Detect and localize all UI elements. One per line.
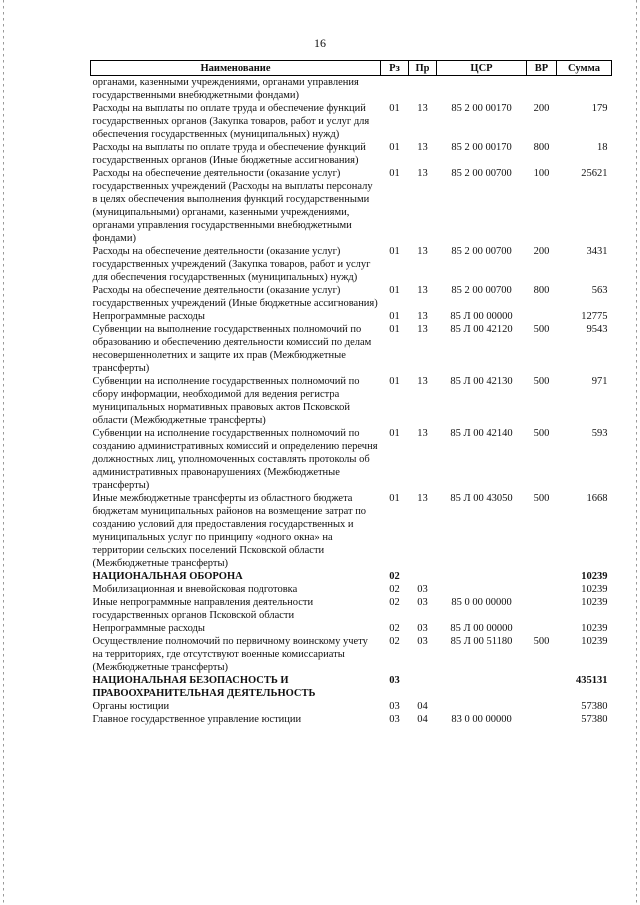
cell-pr: 13 [417, 493, 428, 504]
table-row [91, 674, 612, 700]
table-row [91, 635, 612, 674]
cell-csr: 83 0 00 00000 [451, 714, 512, 725]
cell-csr: 85 2 00 00170 [451, 142, 512, 153]
table-row [91, 310, 612, 323]
cell-sum: 593 [591, 428, 608, 439]
table-row [91, 102, 612, 141]
cell-vr: 500 [533, 324, 550, 335]
table-row [91, 492, 612, 570]
table-row [91, 622, 612, 635]
cell-vr [527, 713, 557, 726]
cell-sum: 1668 [586, 493, 608, 504]
cell-vr [527, 622, 557, 635]
cell-vr [527, 596, 557, 622]
cell-pr: 13 [417, 324, 428, 335]
cell-name: Непрограммные расходы [92, 623, 205, 634]
header-name: Наименование [91, 61, 381, 76]
cell-sum: 10239 [581, 636, 608, 647]
cell-sum: 3431 [586, 246, 608, 257]
cell-name: Субвенции на исполнение государственных полномочий по созданию административных комиссий и определению перечня должностных лиц, уполномоченных составлять протоколы об административных правонарушениях (Межбюджетные трансферты) [92, 428, 378, 491]
cell-pr [409, 570, 437, 583]
cell-rz: 02 [389, 636, 400, 647]
cell-csr: 85 0 00 00000 [451, 597, 512, 608]
cell-rz: 01 [389, 324, 400, 335]
cell-sum: 10239 [581, 584, 608, 595]
left-margin-dots [3, 0, 4, 905]
cell-rz: 02 [389, 623, 400, 634]
table-row [91, 284, 612, 310]
cell-rz: 02 [389, 584, 400, 595]
cell-vr [527, 570, 557, 583]
header-csr: ЦСР [437, 61, 527, 76]
header-rz: Рз [381, 61, 409, 76]
cell-pr: 13 [417, 311, 428, 322]
table-row [91, 700, 612, 713]
cell-sum: 10239 [581, 597, 608, 608]
cell-pr [409, 674, 437, 700]
cell-vr: 100 [533, 168, 550, 179]
cell-rz: 01 [389, 428, 400, 439]
cell-csr [437, 76, 527, 103]
cell-csr: 85 Л 00 43050 [450, 493, 513, 504]
cell-sum: 563 [591, 285, 608, 296]
cell-pr: 13 [417, 376, 428, 387]
cell-rz: 02 [389, 597, 400, 608]
cell-pr: 13 [417, 103, 428, 114]
cell-sum [557, 76, 612, 103]
cell-rz: 01 [389, 376, 400, 387]
cell-sum: 435131 [576, 675, 608, 686]
cell-csr [437, 583, 527, 596]
cell-name: Расходы на обеспечение деятельности (оказание услуг) государственных учреждений (Иные бюджетные ассигнования) [92, 285, 378, 309]
table-row [91, 596, 612, 622]
cell-csr: 85 2 00 00700 [451, 168, 512, 179]
cell-csr [437, 700, 527, 713]
cell-sum: 10239 [581, 623, 608, 634]
cell-name: Субвенции на исполнение государственных полномочий по сбору информации, необходимой для ведения регистра муниципальных нормативных правовых актов Псковской области (Межбюджетные трансферты) [92, 376, 360, 426]
cell-pr: 13 [417, 285, 428, 296]
cell-rz: 01 [389, 285, 400, 296]
table-row [91, 427, 612, 492]
table-row [91, 375, 612, 427]
cell-rz: 03 [389, 675, 400, 686]
cell-name: Мобилизационная и вневойсковая подготовка [92, 584, 298, 595]
header-pr: Пр [409, 61, 437, 76]
cell-rz: 01 [389, 103, 400, 114]
cell-vr: 200 [533, 103, 550, 114]
cell-pr: 04 [417, 701, 428, 712]
table-row [91, 713, 612, 726]
cell-pr: 03 [417, 623, 428, 634]
cell-sum: 179 [591, 103, 608, 114]
cell-pr: 04 [417, 714, 428, 725]
cell-name: Иные межбюджетные трансферты из областного бюджета бюджетам муниципальных районов на возмещение затрат по созданию условий для предоставления государственных и муниципальных услуг по принципу «одного окна» на территории сельских поселений Псковской области (Межбюджетные трансферты) [92, 493, 367, 569]
table-row [91, 76, 612, 103]
cell-rz: 01 [389, 168, 400, 179]
cell-name: Расходы на выплаты по оплате труда и обеспечение функций государственных органов (Иные бюджетные ассигнования) [92, 142, 366, 166]
cell-csr: 85 Л 00 42140 [450, 428, 513, 439]
cell-vr: 500 [533, 493, 550, 504]
cell-pr: 03 [417, 597, 428, 608]
cell-vr [527, 310, 557, 323]
cell-vr: 800 [533, 285, 550, 296]
cell-rz [381, 76, 409, 103]
cell-rz: 01 [389, 246, 400, 257]
right-margin-dots [636, 0, 637, 905]
cell-name: НАЦИОНАЛЬНАЯ ОБОРОНА [92, 571, 243, 582]
cell-vr [527, 674, 557, 700]
cell-rz: 01 [389, 311, 400, 322]
table-row [91, 570, 612, 583]
cell-sum: 57380 [581, 701, 608, 712]
cell-pr: 13 [417, 168, 428, 179]
cell-pr: 13 [417, 142, 428, 153]
cell-vr: 500 [533, 376, 550, 387]
cell-pr: 03 [417, 584, 428, 595]
cell-name: Осуществление полномочий по первичному воинскому учету на территориях, где отсутствуют военные комиссариаты (Межбюджетные трансферты) [92, 636, 368, 673]
cell-name: органами, казенными учреждениями, органами управления государственными внебюджетными фондами) [92, 77, 359, 101]
cell-sum: 9543 [586, 324, 608, 335]
cell-name: Субвенции на выполнение государственных полномочий по образованию и обеспечению деятельности комиссий по делам несовершеннолетних и защите их прав (Межбюджетные трансферты) [92, 324, 372, 374]
cell-pr: 13 [417, 428, 428, 439]
header-sum: Сумма [557, 61, 612, 76]
cell-name: Главное государственное управление юстиции [92, 714, 302, 725]
cell-vr: 800 [533, 142, 550, 153]
cell-rz: 02 [389, 571, 400, 582]
cell-csr [437, 570, 527, 583]
cell-name: Непрограммные расходы [92, 311, 205, 322]
table-row [91, 141, 612, 167]
cell-rz: 01 [389, 142, 400, 153]
cell-vr: 200 [533, 246, 550, 257]
cell-csr: 85 Л 00 00000 [450, 623, 513, 634]
header-vr: ВР [527, 61, 557, 76]
cell-csr: 85 2 00 00170 [451, 103, 512, 114]
cell-csr: 85 2 00 00700 [451, 246, 512, 257]
table-row [91, 245, 612, 284]
cell-csr: 85 Л 00 42120 [450, 324, 513, 335]
table-row [91, 583, 612, 596]
cell-pr: 03 [417, 636, 428, 647]
cell-csr [437, 674, 527, 700]
cell-name: Органы юстиции [92, 701, 170, 712]
cell-sum: 57380 [581, 714, 608, 725]
cell-rz: 03 [389, 714, 400, 725]
cell-rz: 01 [389, 493, 400, 504]
cell-vr: 500 [533, 428, 550, 439]
cell-vr: 500 [533, 636, 550, 647]
cell-name: Иные непрограммные направления деятельности государственных органов Псковской области [92, 597, 314, 621]
cell-csr: 85 2 00 00700 [451, 285, 512, 296]
cell-sum: 10239 [581, 571, 608, 582]
cell-vr [527, 583, 557, 596]
page-number: 16 [314, 36, 326, 50]
cell-rz: 03 [389, 701, 400, 712]
cell-csr: 85 Л 00 51180 [450, 636, 513, 647]
cell-pr: 13 [417, 246, 428, 257]
table-header-row [91, 61, 612, 76]
cell-vr [527, 700, 557, 713]
cell-csr: 85 Л 00 42130 [450, 376, 513, 387]
cell-sum: 12775 [581, 311, 608, 322]
table-row [91, 167, 612, 245]
cell-name: НАЦИОНАЛЬНАЯ БЕЗОПАСНОСТЬ И ПРАВООХРАНИТЕЛЬНАЯ ДЕЯТЕЛЬНОСТЬ [92, 675, 316, 699]
budget-table [90, 60, 612, 726]
cell-name: Расходы на обеспечение деятельности (оказание услуг) государственных учреждений (Закупка товаров, работ и услуг для обеспечения государственных (муниципальных) нужд) [92, 246, 371, 283]
table-row [91, 323, 612, 375]
cell-name: Расходы на выплаты по оплате труда и обеспечение функций государственных органов (Закупка товаров, работ и услуг для обеспечения государственных (муниципальных) нужд) [92, 103, 370, 140]
cell-name: Расходы на обеспечение деятельности (оказание услуг) государственных учреждений (Расходы на выплаты персоналу в целях обеспечения выполнения функций государственными (муниципальными) органами, казенными учреждениями, органами управления государственными внебюджетными фондами) [92, 168, 373, 244]
cell-sum: 18 [597, 142, 608, 153]
cell-sum: 25621 [581, 168, 608, 179]
cell-vr [527, 76, 557, 103]
cell-pr [409, 76, 437, 103]
table-body [91, 76, 612, 727]
cell-sum: 971 [591, 376, 608, 387]
cell-csr: 85 Л 00 00000 [450, 311, 513, 322]
